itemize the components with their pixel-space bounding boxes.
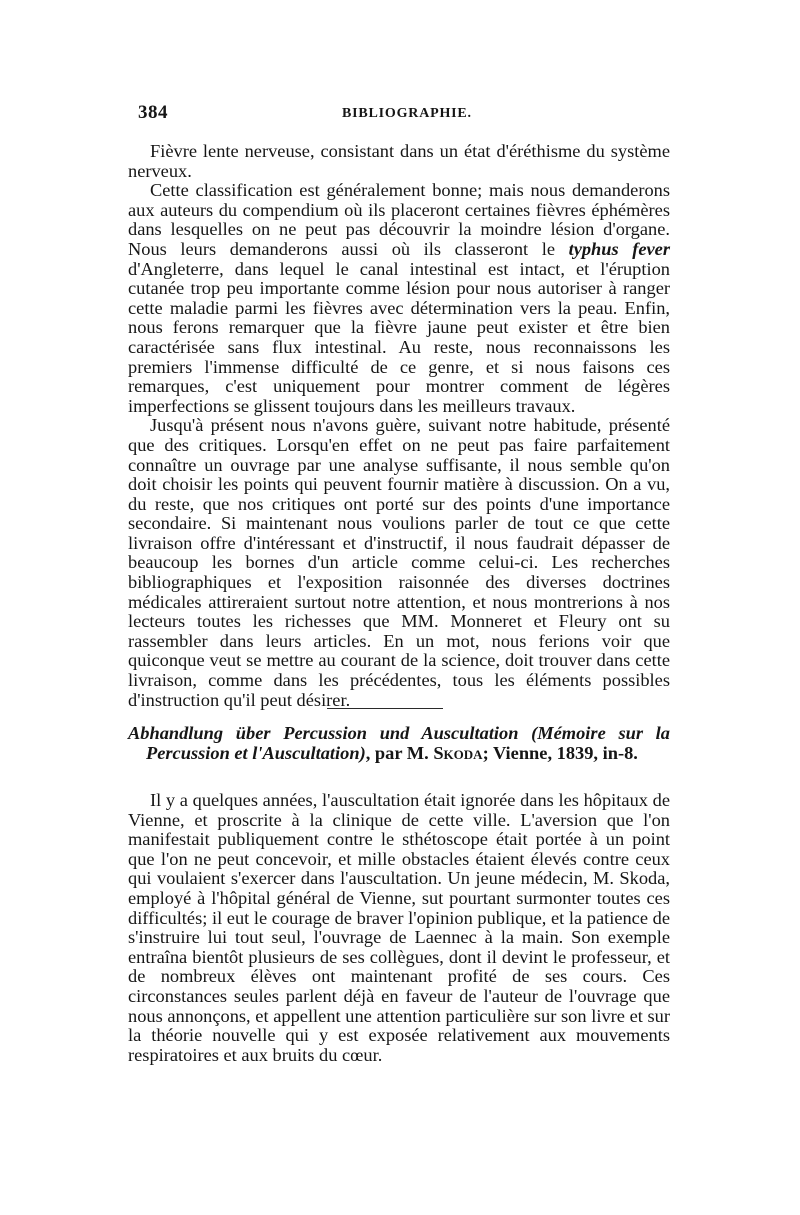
by-text: , par M.: [365, 742, 429, 763]
german-title: Abhandlung über Percussion und Auscultation: [128, 723, 519, 743]
imprint-text: ; Vienne, 1839, in-8.: [482, 742, 638, 763]
page-number: 384: [138, 102, 168, 123]
first-section: [128, 142, 670, 710]
section-divider: [327, 708, 443, 709]
review-heading: [128, 724, 670, 763]
paragraph-fever-definition: Fièvre lente nerveuse, consistant dans un état d'éréthisme du système nerveux.: [128, 141, 670, 181]
author-name: Skoda: [433, 742, 483, 763]
running-head: BIBLIOGRAPHIE.: [342, 106, 472, 121]
paragraph-classification: [128, 181, 670, 416]
second-section: [128, 791, 670, 1065]
paragraph-critiques: Jusqu'à présent nous n'avons guère, suivant notre habitude, présenté que des critiques. Lorsqu'en effet on ne peut pas faire parfaitement connaître un ouvrage par une analyse suffisante, il nous semble qu'on doit choisir les points qui peuvent fournir matière à discussion. On a vu, du reste, que nos critiques ont porté sur des points d'une importance secondaire. Si maintenant nous voulions parler de tout ce que cette livraison offre d'intéressant et d'instructif, il nous faudrait dépasser de beaucoup les bornes d'un article comme celui-ci. Les recherches bibliographiques et l'exposition raisonnée des diverses doctrines médicales attireraient surtout notre attention, et nous montrerions à nos lecteurs toutes les richesses que MM. Monneret et Fleury ont su rassembler dans leurs articles. En un mot, nous ferions voir que quiconque veut se mettre au courant de la science, doit trouver dans cette livraison, comme dans les précédentes, tous les éléments possibles d'instruction qu'il peut désirer.: [128, 415, 670, 710]
paragraph-auscultation: Il y a quelques années, l'auscultation était ignorée dans les hôpitaux de Vienne, et proscrite à la clinique de cette ville. L'aversion que l'on manifestait publiquement contre le sthétoscope était portée à un point que l'on ne peut concevoir, et mille obstacles étaient élevés contre ceux qui voulaient s'exercer dans l'auscultation. Un jeune médecin, M. Skoda, employé à l'hôpital général de Vienne, sut pourtant surmonter toutes ces difficultés; il eut le courage de braver l'opinion publique, et la patience de s'instruire lui tout seul, l'ouvrage de Laennec à la main. Son exemple entraîna bientôt plusieurs de ses collègues, dont il devint le professeur, et de nombreux élèves ont maintenant profité de ses cours. Ces circonstances seules parlent déjà en faveur de l'auteur de l'ouvrage que nous annonçons, et appellent une attention particulière sur son livre et sur la théorie nouvelle qui y est exposée relativement aux mouvements respiratoires et aux bruits du cœur.: [128, 790, 670, 1065]
paragraph-text: d'Angleterre, dans lequel le canal intestinal est intact, et l'éruption cutanée trop peu importante comme lésion pour nous autoriser à ranger cette maladie parmi les fièvres avec détermination vers la peau. Enfin, nous ferons remarquer que la fièvre jaune peut exister et être bien caractérisée sans flux intestinal. Au reste, nous reconnaissons les premiers l'immense difficulté de ce genre, et si nous faisons ces remarques, c'est uniquement pour montrer comment de légères imperfections se glissent toujours dans les meilleurs travaux.: [128, 258, 670, 416]
french-title: (Mémoire sur la Percussion et l'Auscultation): [146, 723, 670, 763]
italic-term: typhus fever: [568, 238, 671, 259]
paragraph-text: Cette classification est généralement bonne; mais nous demanderons aux auteurs du compendium où ils placeront certaines fièvres éphémères dans lesquelles on ne peut pas découvrir la moindre lésion d'organe. Nous leurs demanderons aussi où ils classeront le: [128, 180, 670, 259]
